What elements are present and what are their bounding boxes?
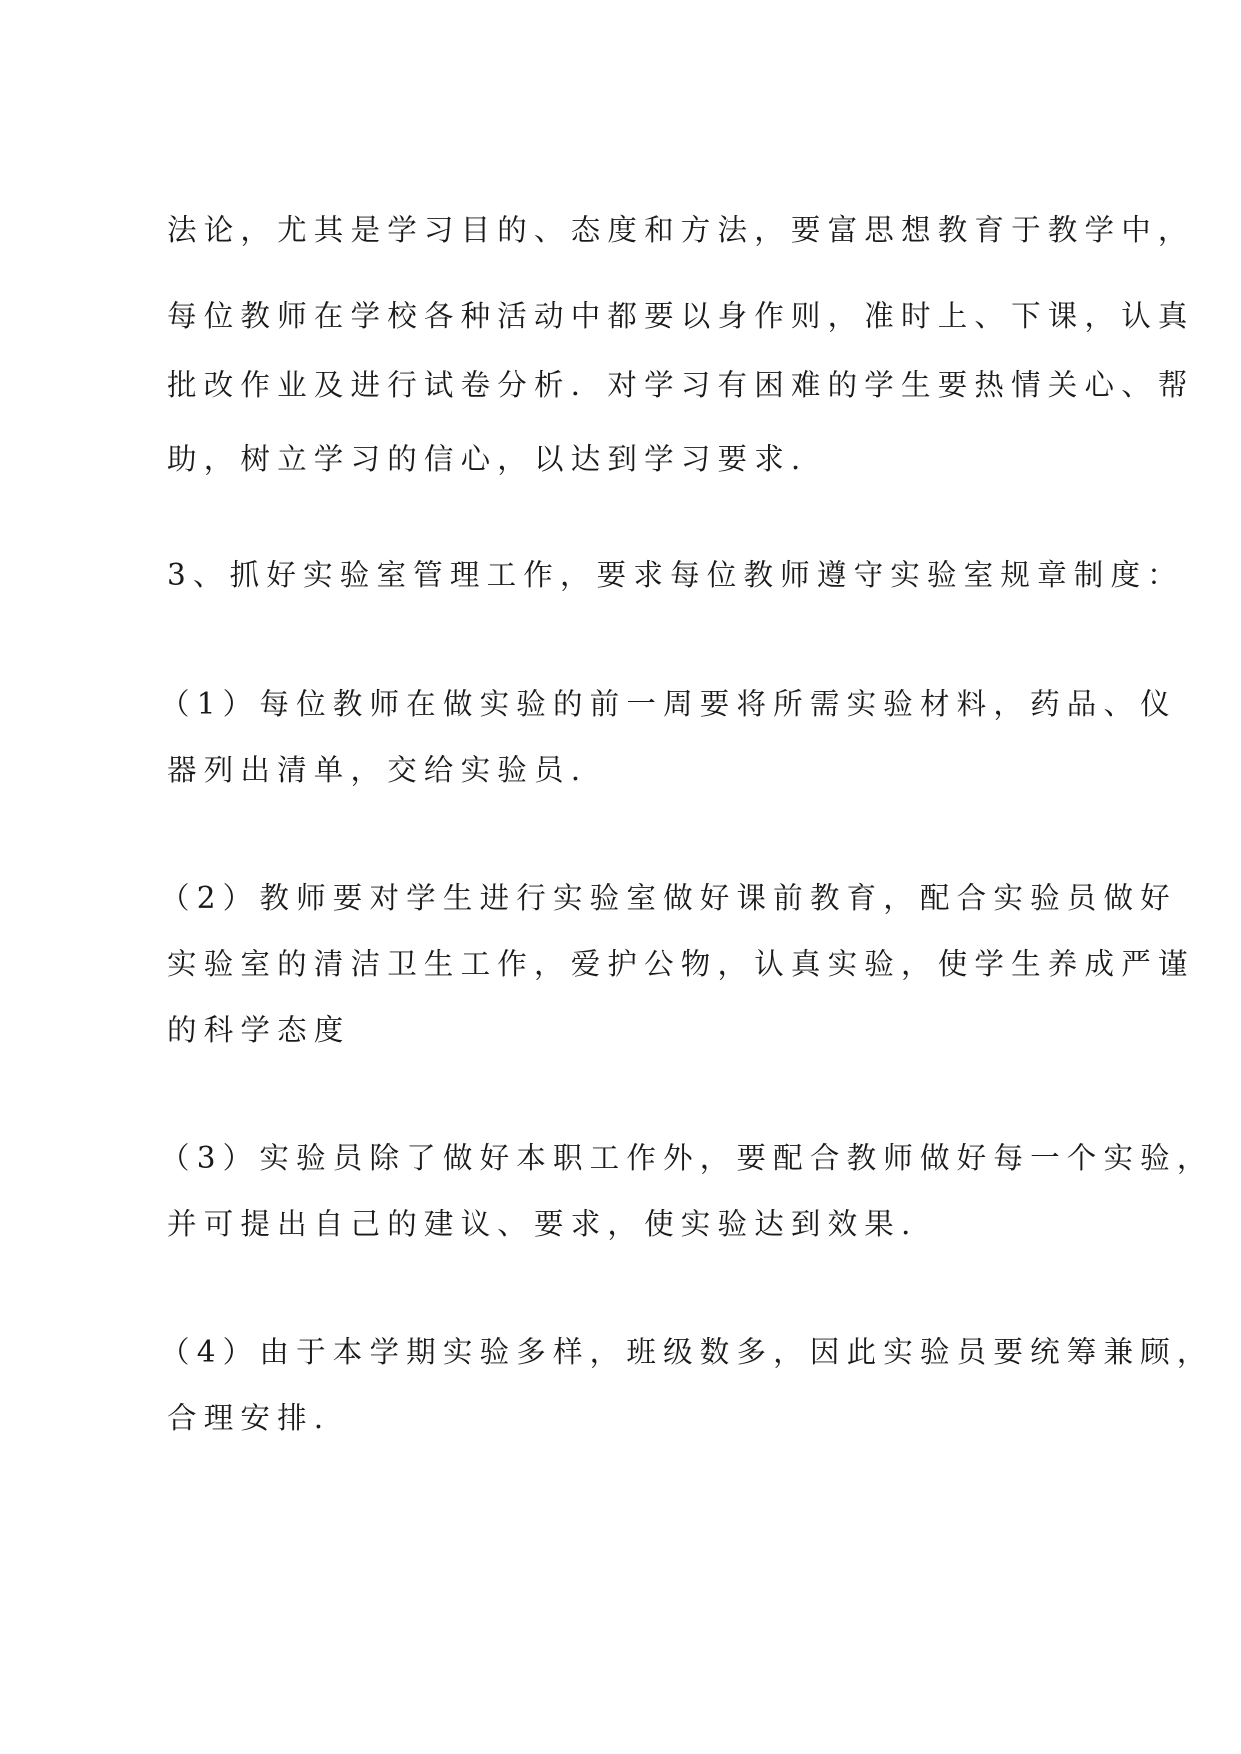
text-line: （4）由于本学期实验多样，班级数多，因此实验员要统筹兼顾， [160,1335,1214,1369]
text-line: （1）每位教师在做实验的前一周要将所需实验材料，药品、仪 [160,687,1177,721]
text-line: 合理安排. [167,1401,331,1435]
text-line: 实验室的清洁卫生工作，爱护公物，认真实验，使学生养成严谨 [167,947,1195,981]
text-line: 批改作业及进行试卷分析．对学习有困难的学生要热情关心、帮 [167,368,1195,402]
text-line: （3）实验员除了做好本职工作外，要配合教师做好每一个实验， [160,1141,1214,1175]
text-line: 并可提出自己的建议、要求，使实验达到效果. [167,1207,918,1241]
text-line: （2）教师要对学生进行实验室做好课前教育，配合实验员做好 [160,881,1177,915]
text-line: 法论，尤其是学习目的、态度和方法，要富思想教育于教学中， [167,213,1195,247]
text-line: 3、抓好实验室管理工作，要求每位教师遵守实验室规章制度： [167,558,1184,592]
text-line: 助，树立学习的信心，以达到学习要求. [167,442,808,476]
text-line: 的科学态度 [167,1013,351,1047]
text-line: 器列出清单，交给实验员. [167,753,588,787]
text-line: 每位教师在学校各种活动中都要以身作则，准时上、下课，认真 [167,299,1195,333]
